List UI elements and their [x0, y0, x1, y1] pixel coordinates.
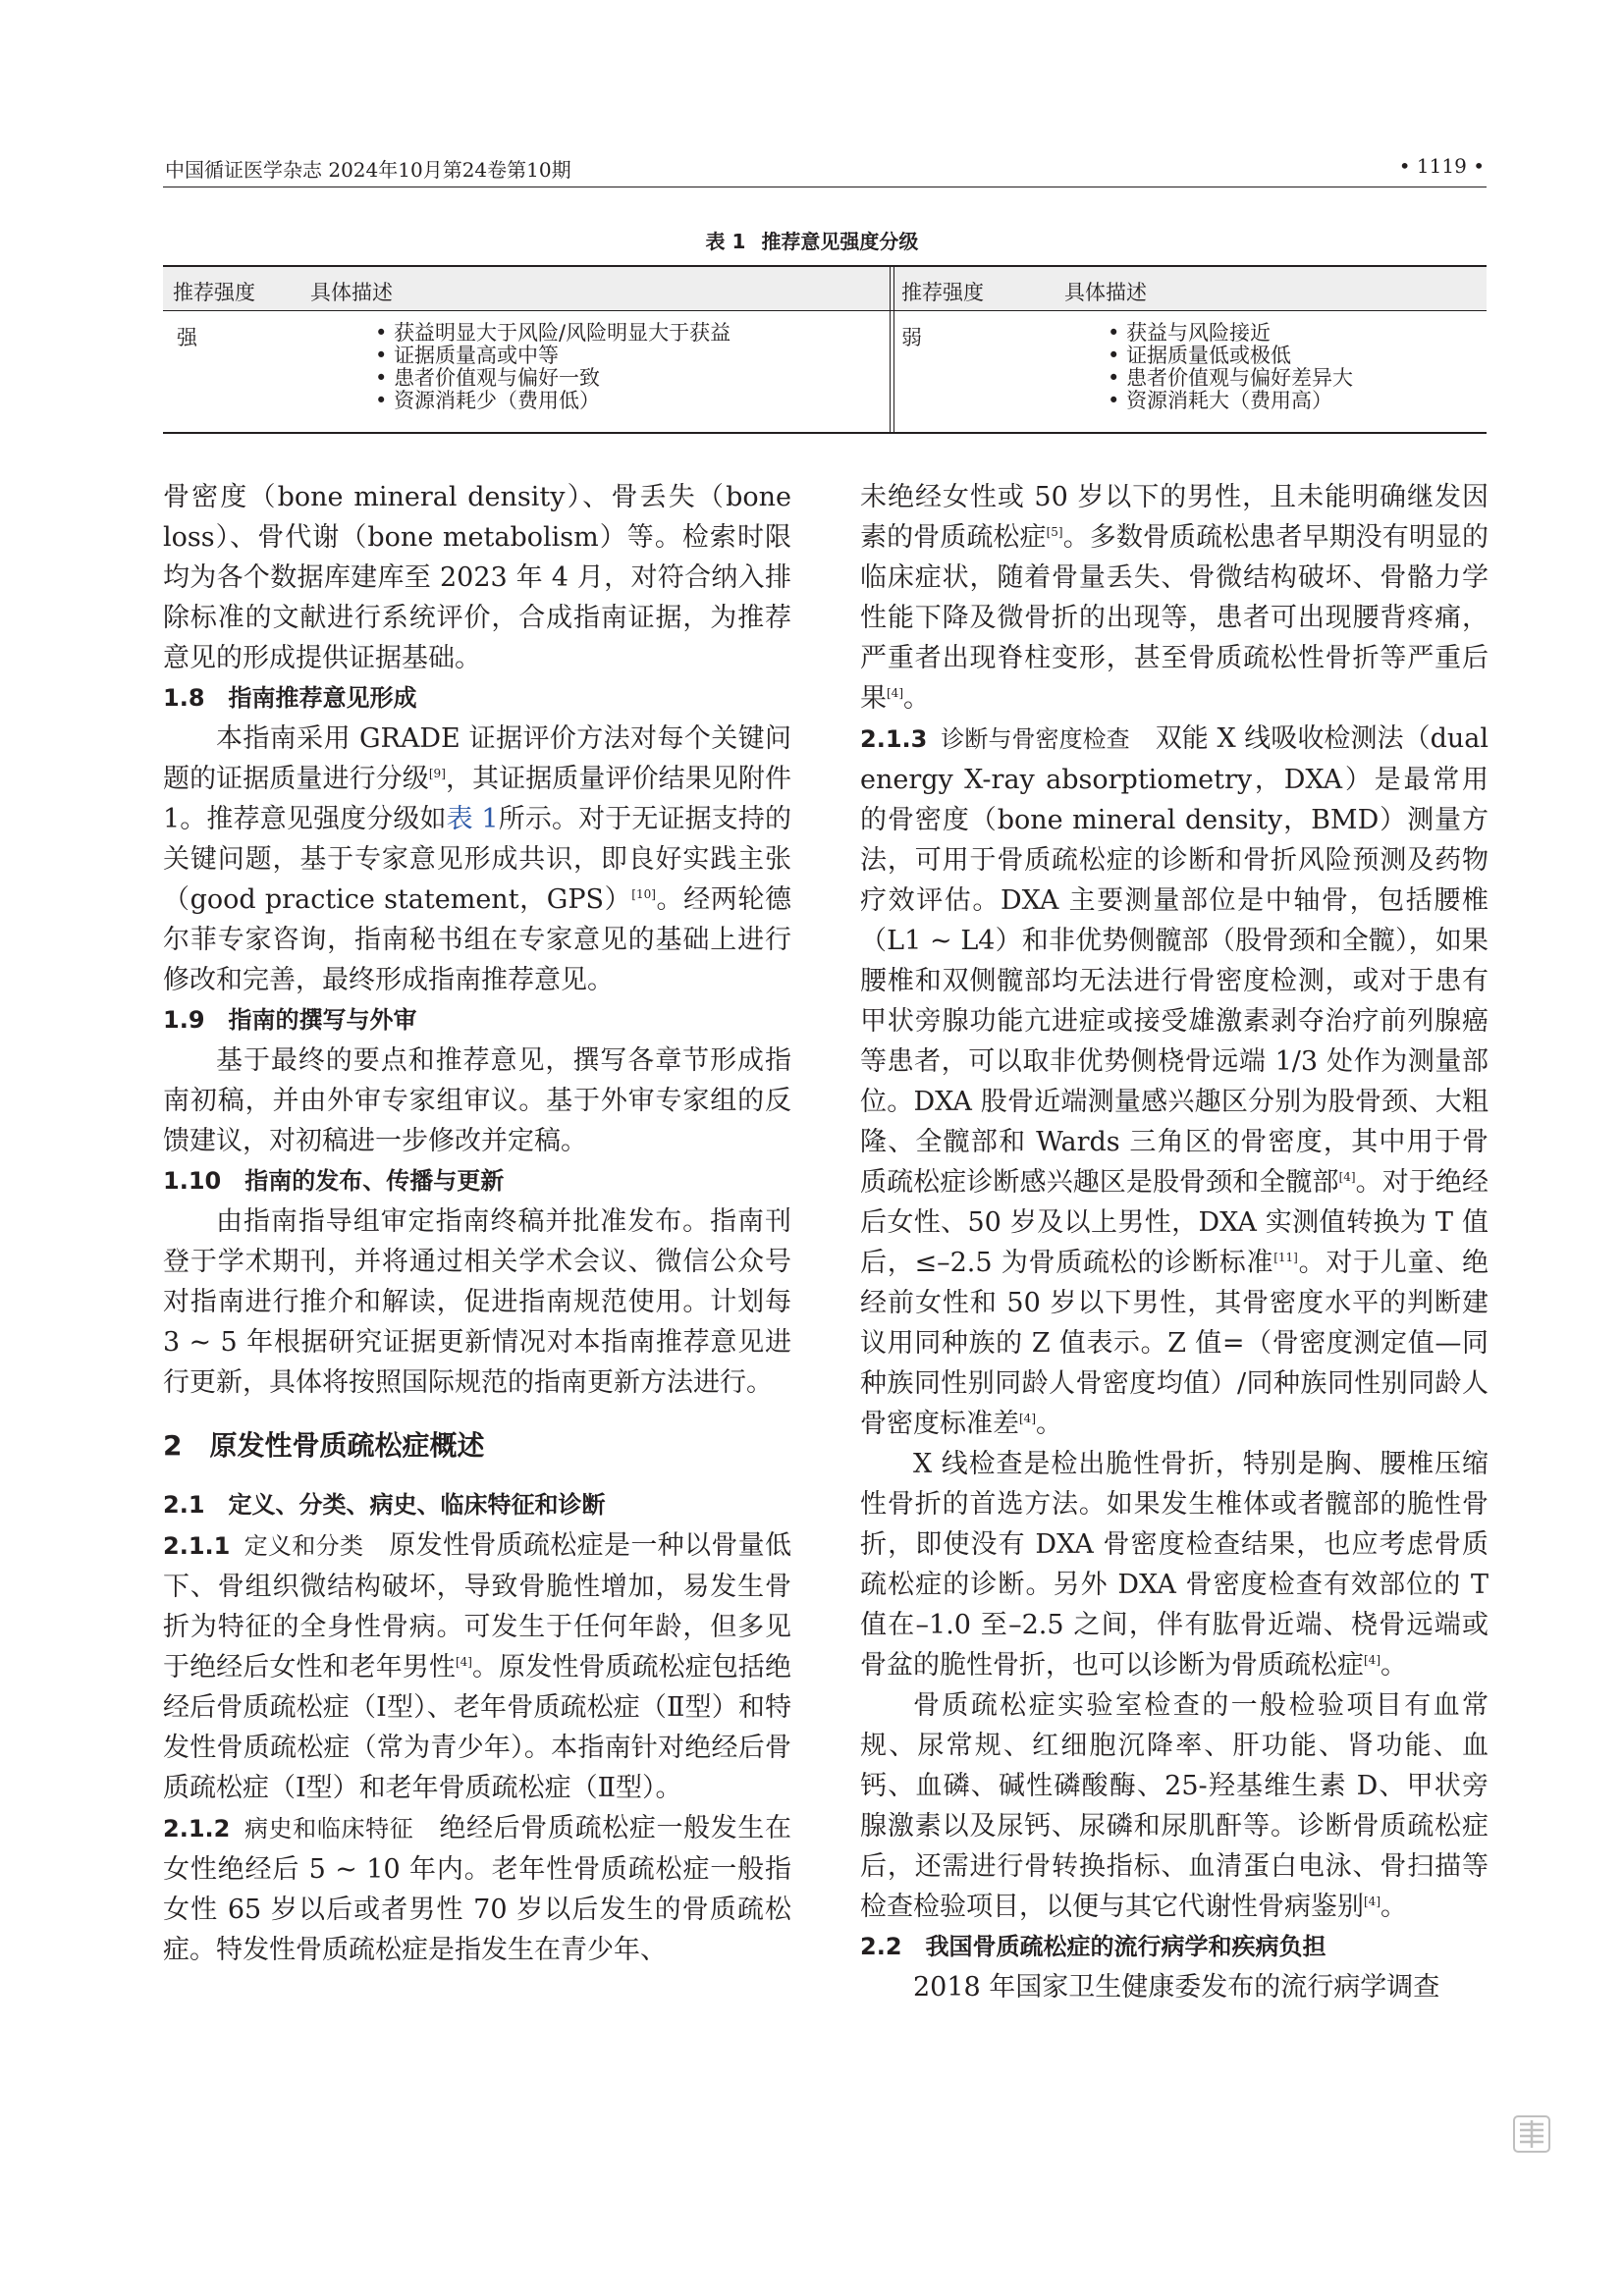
publisher-logo-icon: [1510, 2112, 1553, 2156]
table-title: 推荐意见强度分级: [761, 230, 919, 253]
left-column: [163, 477, 791, 1970]
paragraph: 由指南指导组审定指南终稿并批准发布。指南刊登于学术期刊，并将通过相关学术会议、微信公众号对指南进行推介和解读，促进指南规范使用。计划每 3 ~ 5 年根据研究证据更新情况对本指南推荐意见进行更新，具体将按照国际规范的指南更新方法进行。: [163, 1206, 791, 1398]
subsection-number: 2.1.1: [163, 1532, 231, 1560]
table-1-link[interactable]: 表 1: [446, 804, 499, 834]
citation: [5]: [1046, 525, 1063, 539]
section-heading-2-1: 2.1 定义、分类、病史、临床特征和诊断: [163, 1491, 606, 1519]
journal-header: 中国循证医学杂志 2024年10月第24卷第10期: [165, 158, 571, 182]
subsection-title: 病史和临床特征: [244, 1815, 414, 1842]
page-number: • 1119 •: [1398, 154, 1485, 178]
subsection-title: 定义和分类: [244, 1532, 364, 1560]
paragraph: 2.1.1 定义和分类 原发性骨质疏松症是一种以骨量低下、骨组织微结构破坏，导致骨脆性增加，易发生骨折为特征的全身性骨病。可发生于任何年龄，但多见于绝经后女性和老年男性[4]。原发性骨质疏松症包括绝经后骨质疏松症（Ⅰ型）、老年骨质疏松症（Ⅱ型）和特发性骨质疏松症（常为青少年）。本指南针对绝经后骨质疏松症（Ⅰ型）和老年骨质疏松症（Ⅱ型）。: [163, 1530, 792, 1803]
section-heading-1-10: 1.10 指南的发布、传播与更新: [163, 1167, 505, 1195]
citation: [4]: [1364, 1895, 1380, 1908]
citation: [4]: [1364, 1653, 1380, 1667]
list-item: • 证据质量低或极低: [1108, 345, 1353, 367]
list-item: • 证据质量高或中等: [375, 345, 731, 367]
weak-criteria-list: [1108, 322, 1353, 412]
list-item: • 获益明显大于风险/风险明显大于获益: [375, 322, 731, 345]
list-item: • 资源消耗大（费用高）: [1108, 390, 1353, 412]
section-heading-1-9: 1.9 指南的撰写与外审: [163, 1006, 417, 1034]
header-strength-right: 推荐强度: [901, 281, 984, 304]
chapter-heading-2: 2 原发性骨质疏松症概述: [163, 1429, 485, 1462]
right-column: [860, 477, 1489, 2007]
paragraph: X 线检查是检出脆性骨折，特别是胸、腰椎压缩性骨折的首选方法。如果发生椎体或者髋部的脆性骨折，即使没有 DXA 骨密度检查结果，也应考虑骨质疏松症的诊断。另外 DXA 骨密度检查有效部位的 T 值在–1.0 至–2.5 之间，伴有肱骨近端、桡骨远端或骨盆的脆性骨折，也可以诊断为骨质疏松症[4]。: [860, 1449, 1489, 1681]
grade-strong: 强: [177, 326, 197, 349]
list-item: • 患者价值观与偏好一致: [375, 367, 731, 390]
citation: [4]: [1338, 1170, 1356, 1184]
subsection-title: 诊断与骨密度检查: [941, 725, 1130, 753]
strong-criteria-list: [375, 322, 731, 412]
paragraph: 2018 年国家卫生健康委发布的流行病学调查: [913, 1972, 1440, 2002]
recommendation-strength-table: [163, 265, 1487, 434]
paragraph: 未绝经女性或 50 岁以下的男性，且未能明确继发因素的骨质疏松症[5]。多数骨质疏松患者早期没有明显的临床症状，随着骨量丢失、骨微结构破坏、骨骼力学性能下降及微骨折的出现等，患者可出现腰背疼痛，严重者出现脊柱变形，甚至骨质疏松性骨折等严重后果[4]。: [860, 482, 1489, 714]
table-label: 表 1: [705, 230, 746, 253]
citation: [9]: [428, 767, 446, 780]
paragraph: 骨质疏松症实验室检查的一般检验项目有血常规、尿常规、红细胞沉降率、肝功能、肾功能、血钙、血磷、碱性磷酸酶、25-羟基维生素 D、甲状旁腺激素以及尿钙、尿磷和尿肌酐等。诊断骨质疏松症后，还需进行骨转换指标、血清蛋白电泳、骨扫描等检查检验项目，以便与其它代谢性骨病鉴别[4]。: [860, 1690, 1489, 1922]
citation: [11]: [1273, 1251, 1298, 1264]
paragraph: 本指南采用 GRADE 证据评价方法对每个关键问题的证据质量进行分级[9]，其证据质量评价结果见附件 1。推荐意见强度分级如表 1所示。对于无证据支持的关键问题，基于专家意见形成共识，即良好实践主张（good practice statement，GPS）[10]。经两轮德尔菲专家咨询，指南秘书组在专家意见的基础上进行修改和完善，最终形成指南推荐意见。: [163, 723, 792, 995]
header-strength-left: 推荐强度: [173, 281, 255, 304]
header-desc-left: 具体描述: [310, 281, 393, 304]
list-item: • 获益与风险接近: [1108, 322, 1353, 345]
citation: [4]: [887, 686, 903, 700]
paragraph: 基于最终的要点和推荐意见，撰写各章节形成指南初稿，并由外审专家组审议。基于外审专家组的反馈建议，对初稿进一步修改并定稿。: [163, 1045, 791, 1156]
subsection-number: 2.1.3: [860, 725, 928, 753]
section-heading-2-2: 2.2 我国骨质疏松症的流行病学和疾病负担: [860, 1933, 1326, 1960]
citation: [10]: [631, 887, 656, 901]
paragraph: 2.1.3 诊断与骨密度检查 双能 X 线吸收检测法（dual energy X-ray absorptiometry，DXA）是最常用的骨密度（bone mineral density，BMD）测量方法，可用于骨质疏松症的诊断和骨折风险预测及药物疗效评估。DXA 主要测量部位是中轴骨，包括腰椎（L1 ~ L4）和非优势侧髋部（股骨颈和全髋），如果腰椎和双侧髋部均无法进行骨密度检测，或对于患有甲状旁腺功能亢进症或接受雄激素剥夺治疗前列腺癌等患者，可以取非优势侧桡骨远端 1/3 处作为测量部位。DXA 股骨近端测量感兴趣区分别为股骨颈、大粗隆、全髋部和 Wards 三角区的骨密度，其中用于骨质疏松症诊断感兴趣区是股骨颈和全髋部[4]。对于绝经后女性、50 岁及以上男性，DXA 实测值转换为 T 值后，≤–2.5 为骨质疏松的诊断标准[11]。对于儿童、绝经前女性和 50 岁以下男性，其骨密度水平的判断建议用同种族的 Z 值表示。Z 值=（骨密度测定值—同种族同性别同龄人骨密度均值）/同种族同性别同龄人骨密度标准差[4]。: [860, 723, 1489, 1439]
section-heading-1-8: 1.8 指南推荐意见形成: [163, 684, 417, 712]
list-item: • 患者价值观与偏好差异大: [1108, 367, 1353, 390]
header-desc-right: 具体描述: [1064, 281, 1147, 304]
citation: [4]: [455, 1655, 472, 1669]
grade-weak: 弱: [901, 326, 922, 349]
list-item: • 资源消耗少（费用低）: [375, 390, 731, 412]
paragraph: 骨密度（bone mineral density）、骨丢失（bone loss）、骨代谢（bone metabolism）等。检索时限均为各个数据库建库至 2023 年 4 月，对符合纳入排除标准的文献进行系统评价，合成指南证据，为推荐意见的形成提供证据基础。: [163, 482, 791, 673]
table-caption: [0, 226, 1624, 254]
paragraph: 2.1.2 病史和临床特征 绝经后骨质疏松症一般发生在女性绝经后 5 ~ 10 年内。老年性骨质疏松症一般指女性 65 岁以后或者男性 70 岁以后发生的骨质疏松症。特发性骨质疏松症是指发生在青少年、: [163, 1813, 791, 1965]
citation: [4]: [1019, 1412, 1036, 1425]
subsection-number: 2.1.2: [163, 1815, 231, 1842]
